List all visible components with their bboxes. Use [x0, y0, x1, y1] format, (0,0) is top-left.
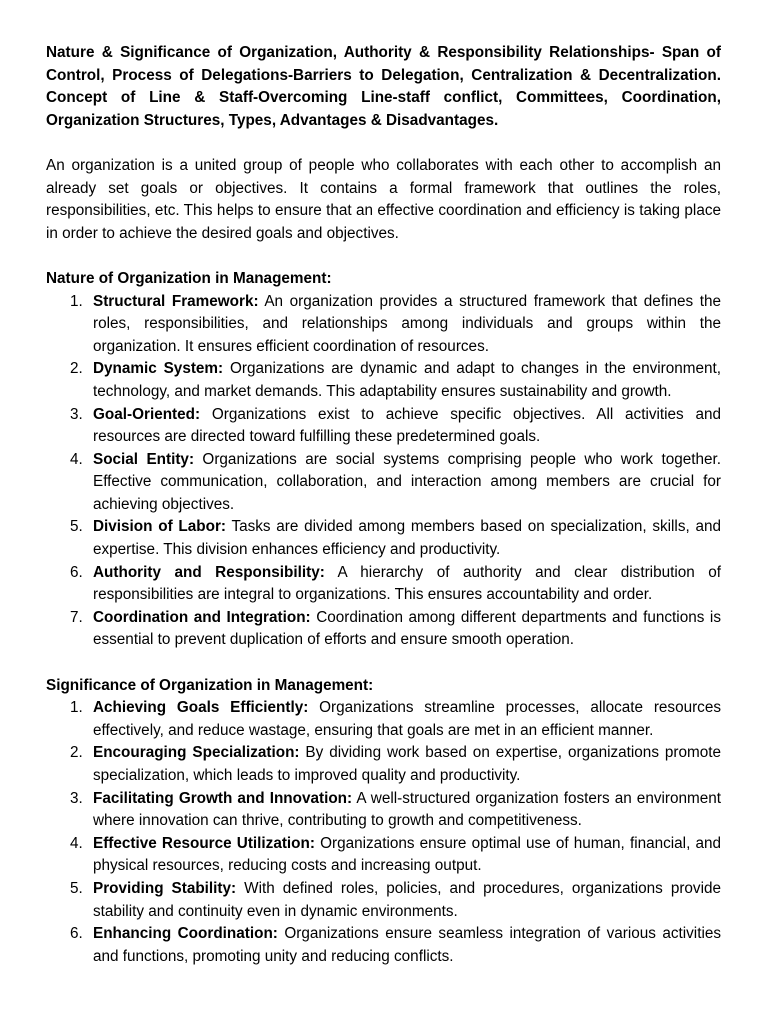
list-text: An organization provides a structured framework that defines the roles, responsibilities, and relationships among individuals and groups within the organization. It ensures efficient coordination of resources.: [93, 292, 721, 355]
list-term: Effective Resource Utilization:: [93, 834, 315, 852]
list-term: Encouraging Specialization:: [93, 744, 300, 762]
list-number: 2.: [70, 360, 83, 378]
list-term: Structural Framework:: [93, 292, 259, 310]
list-item: [46, 404, 721, 449]
list-number: 3.: [70, 789, 83, 807]
list-term: Social Entity:: [93, 450, 195, 468]
list-term: Enhancing Coordination:: [93, 925, 278, 943]
list-text: Coordination among different departments and functions is essential to prevent duplication of efforts and ensure smooth operation.: [93, 608, 721, 649]
list-term: Facilitating Growth and Innovation:: [93, 789, 353, 807]
list-item: [46, 291, 721, 359]
list-term: Dynamic System:: [93, 360, 224, 378]
nature-section-title: Nature of Organization in Management:: [46, 269, 332, 287]
list-text: Organizations ensure optimal use of human, financial, and physical resources, reducing costs and increasing output.: [93, 834, 721, 875]
list-term: Goal-Oriented:: [93, 405, 201, 423]
list-item: [46, 516, 721, 561]
list-item: [46, 923, 721, 968]
list-item: [46, 878, 721, 923]
list-item: [46, 833, 721, 878]
document-page: [46, 42, 721, 968]
list-text: By dividing work based on expertise, organizations promote specialization, which leads to improved quality and productivity.: [93, 744, 722, 784]
list-number: 5.: [70, 518, 83, 536]
list-item: [46, 697, 721, 742]
list-number: 7.: [70, 608, 83, 626]
list-text: Organizations ensure seamless integration of various activities and functions, promoting unity and reducing conflicts.: [93, 925, 721, 965]
document-heading: Nature & Significance of Organization, Authority & Responsibility Relationships- Span of Control, Process of Delegations-Barriers to Delegation, Centralization & Decentralization. Concept of Line & Staff-Overcoming Line-staff conflict, Committees, Coordination, Organization Structures, Types, Advantages & Disadvantages.: [46, 44, 721, 129]
list-item: [46, 562, 721, 607]
list-number: 4.: [70, 834, 83, 852]
list-text: Tasks are divided among members based on specialization, skills, and expertise. This division enhances efficiency and productivity.: [93, 518, 721, 559]
list-number: 6.: [70, 925, 83, 943]
list-text: Organizations exist to achieve specific objectives. All activities and resources are directed toward fulfilling these predetermined goals.: [93, 405, 721, 446]
list-number: 1.: [70, 292, 83, 310]
list-number: 6.: [70, 563, 83, 581]
list-text: Organizations are dynamic and adapt to changes in the environment, technology, and market demands. This adaptability ensures sustainability and growth.: [93, 360, 721, 400]
list-item: [46, 788, 721, 833]
list-item: [46, 742, 721, 787]
list-text: With defined roles, policies, and procedures, organizations provide stability and continuity even in dynamic environments.: [93, 879, 721, 920]
list-text: A well-structured organization fosters an environment where innovation can thrive, contributing to growth and competitiveness.: [93, 789, 721, 830]
list-text: Organizations streamline processes, allocate resources effectively, and reduce wastage, ensuring that goals are met in an efficient manner.: [93, 699, 721, 739]
list-text: Organizations are social systems comprising people who work together. Effective communication, collaboration, and interaction among members are crucial for achieving objectives.: [93, 450, 722, 513]
intro-paragraph: An organization is a united group of people who collaborates with each other to accomplish an already set goals or objectives. It contains a formal framework that outlines the roles, responsibilities, etc. This helps to ensure that an effective coordination and efficiency is taking place in order to achieve the desired goals and objectives.: [46, 156, 721, 242]
list-text: A hierarchy of authority and clear distribution of responsibilities are integral to organizations. This ensures accountability and order.: [93, 563, 721, 604]
list-item: [46, 358, 721, 403]
list-number: 5.: [70, 879, 83, 897]
list-number: 4.: [70, 450, 83, 468]
significance-section-title: Significance of Organization in Management:: [46, 676, 374, 694]
list-term: Division of Labor:: [93, 518, 226, 536]
list-number: 1.: [70, 699, 83, 717]
list-term: Achieving Goals Efficiently:: [93, 699, 309, 717]
list-number: 2.: [70, 744, 83, 762]
list-number: 3.: [70, 405, 83, 423]
list-item: [46, 449, 721, 517]
list-term: Coordination and Integration:: [93, 608, 311, 626]
list-term: Authority and Responsibility:: [93, 563, 325, 581]
list-term: Providing Stability:: [93, 879, 237, 897]
nature-list: [46, 291, 721, 653]
list-item: [46, 607, 721, 652]
significance-list: [46, 697, 721, 968]
